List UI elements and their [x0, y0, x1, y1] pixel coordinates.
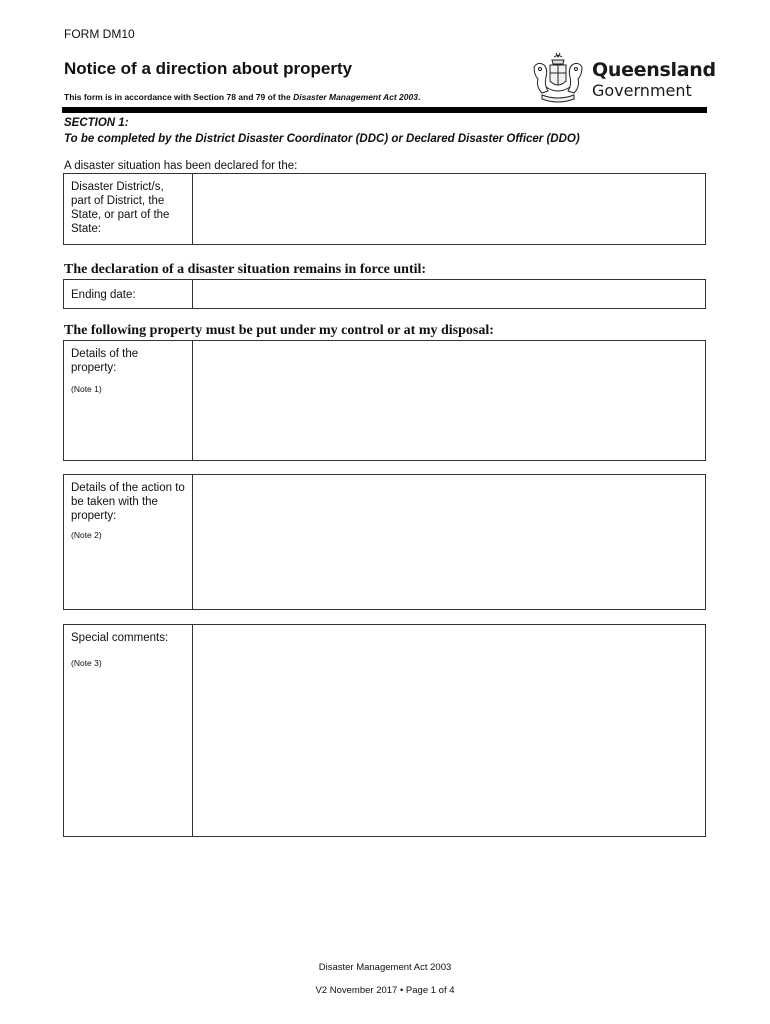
coat-of-arms-icon	[528, 51, 588, 105]
section-description: To be completed by the District Disaster Coordinator (DDC) or Declared Disaster Officer (DDO)	[64, 133, 580, 145]
action-details-label-text: Details of the action to be taken with the property:	[71, 482, 185, 522]
property-details-note: (Note 1)	[71, 384, 102, 394]
special-comments-field-row	[63, 624, 706, 837]
special-comments-note: (Note 3)	[71, 658, 102, 668]
special-comments-input[interactable]	[193, 625, 705, 836]
action-details-label	[64, 475, 193, 609]
action-details-input[interactable]	[193, 475, 705, 609]
ending-date-label-text: Ending date:	[71, 289, 136, 301]
header-rule	[62, 107, 707, 113]
subtitle-act: Disaster Management Act 2003	[293, 92, 418, 102]
property-control-heading: The following property must be put under my control or at my disposal:	[64, 323, 494, 338]
property-details-label-text: Details of the property:	[71, 348, 139, 374]
property-details-input[interactable]	[193, 341, 705, 460]
special-comments-label	[64, 625, 193, 836]
logo-line-1: Queensland	[592, 59, 716, 81]
action-details-note: (Note 2)	[71, 530, 102, 540]
ending-date-field-row	[63, 279, 706, 309]
footer-act: Disaster Management Act 2003	[318, 962, 452, 973]
ending-date-input[interactable]	[193, 280, 705, 308]
queensland-government-logo	[528, 51, 716, 105]
form-code: FORM DM10	[64, 27, 135, 41]
property-details-field-row	[63, 340, 706, 461]
page-title: Notice of a direction about property	[64, 59, 353, 78]
district-field-row	[63, 173, 706, 245]
intro-text: A disaster situation has been declared for the:	[64, 160, 298, 172]
property-details-label	[64, 341, 193, 460]
logo-line-2: Government	[592, 81, 692, 100]
district-input[interactable]	[193, 174, 705, 244]
section-label: SECTION 1:	[64, 117, 129, 129]
form-subtitle	[64, 92, 420, 102]
subtitle-suffix: .	[417, 92, 421, 102]
footer-version-page: V2 November 2017 • Page 1 of 4	[315, 985, 455, 996]
district-label-text: Disaster District/s, part of District, the State, or part of the State:	[71, 181, 170, 235]
special-comments-label-text: Special comments:	[71, 632, 169, 644]
action-details-field-row	[63, 474, 706, 610]
ending-date-label	[64, 280, 193, 308]
declaration-heading: The declaration of a disaster situation remains in force until:	[64, 262, 427, 277]
subtitle-prefix: This form is in accordance with Section 78 and 79 of the	[64, 92, 294, 102]
district-label	[64, 174, 193, 244]
